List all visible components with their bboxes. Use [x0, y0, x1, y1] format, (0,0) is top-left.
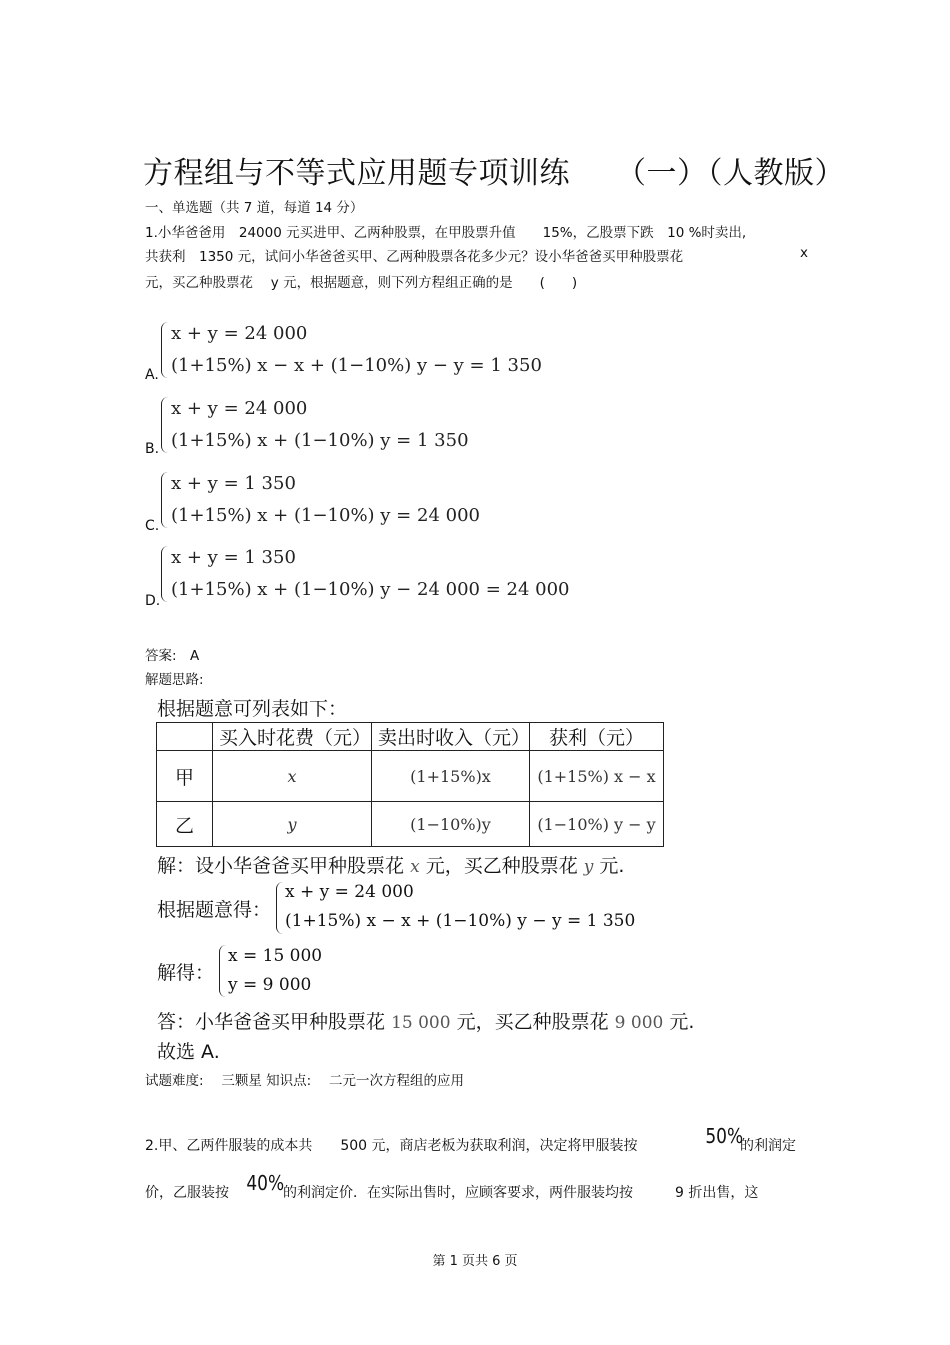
solution-by-meaning: 根据题意得： [157, 899, 272, 921]
table-cell: x [213, 751, 372, 802]
table-cell: 甲 [157, 751, 213, 802]
equation: y = 9 000 [228, 975, 312, 995]
solution-let-line [157, 851, 624, 878]
table-cell: 乙 [157, 802, 213, 847]
table-header-cell [157, 723, 213, 751]
q1-line-2-var: x [800, 245, 808, 261]
equation: (1+15%) x − x + (1−10%) y − y = 1 350 [171, 355, 542, 376]
let-y: y [583, 857, 594, 877]
table-row [157, 802, 664, 847]
table-cell: (1+15%)x [372, 751, 530, 802]
equation: x + y = 24 000 [171, 323, 308, 344]
percent-value: 40% [246, 1171, 285, 1195]
equation: (1+15%) x + (1−10%) y = 24 000 [171, 505, 480, 526]
q2-pct-2 [243, 1171, 287, 1195]
equation: (1+15%) x + (1−10%) y − 24 000 = 24 000 [171, 579, 570, 600]
q1-line-1: 1.小华爸爸用 24000 元买进甲、乙两种股票，在甲股票升值 15%，乙股票下跌 10 %时卖出, [145, 225, 747, 241]
ans-prefix: 答：小华爸爸买甲种股票花 [157, 1011, 386, 1033]
solution-choose: 故选 A. [157, 1041, 220, 1063]
table-cell: (1−10%) y − y [530, 802, 664, 847]
q2-line-1 [145, 1135, 638, 1155]
table-cell: (1−10%)y [372, 802, 530, 847]
option-label: C. [145, 518, 160, 534]
solution-intro: 根据题意可列表如下： [157, 698, 348, 720]
q2-line-1-end: 的利润定 [740, 1138, 796, 1154]
brace-icon [161, 546, 170, 602]
let-mid: 元，买乙种股票花 [425, 855, 578, 877]
meta-line: 试题难度: 三颗星 知识点: 二元一次方程组的应用 [145, 1073, 464, 1089]
equation: x + y = 1 350 [171, 547, 296, 568]
table-header-cell: 买入时花费（元） [213, 723, 372, 751]
q2-line-2-end: 的利润定价．在实际出售时，应顾客要求，两件服装均按 9 折出售，这 [283, 1185, 759, 1201]
let-prefix: 解：设小华爸爸买甲种股票花 [157, 855, 405, 877]
q1-line-2: 共获利 1350 元，试问小华爸爸买甲、乙两种股票各花多少元？设小华爸爸买甲种股票花 [145, 249, 684, 265]
brace-icon [161, 397, 170, 453]
solution-table [156, 722, 664, 847]
table-cell: y [213, 802, 372, 847]
ans-suffix: 元. [669, 1011, 695, 1033]
equation: x + y = 24 000 [285, 882, 414, 902]
equation: x + y = 1 350 [171, 473, 296, 494]
equation: (1+15%) x + (1−10%) y = 1 350 [171, 430, 469, 451]
brace-icon [219, 945, 228, 997]
page-footer: 第 1 页共 6 页 [432, 1254, 518, 1269]
analysis-label: 解题思路: [145, 672, 204, 688]
table-header-cell: 获利（元） [530, 723, 664, 751]
q2-text: 2.甲、乙两件服装的成本共 500 元，商店老板为获取利润，决定将甲服装按 [145, 1138, 638, 1154]
option-label: A. [145, 367, 159, 383]
ans-mid: 元，买乙种股票花 [456, 1011, 609, 1033]
let-x: x [410, 857, 420, 877]
q2-line-2-start: 价，乙服装按 [145, 1185, 229, 1201]
ans-x: 15 000 [391, 1013, 451, 1033]
equation: (1+15%) x − x + (1−10%) y − y = 1 350 [285, 911, 636, 931]
section-header: 一、单选题（共 7 道，每道 14 分） [145, 200, 364, 216]
brace-icon [276, 882, 285, 934]
answer-line: 答案: A [145, 648, 200, 664]
percent-value: 50% [705, 1124, 744, 1148]
document-title: 方程组与不等式应用题专项训练 （一）（人教版） [143, 156, 845, 191]
q1-line-3: 元，买乙种股票花 y 元，根据题意，则下列方程组正确的是 ( ) [145, 275, 578, 291]
let-suffix: 元. [599, 855, 625, 877]
table-header-row [157, 723, 664, 751]
brace-icon [161, 322, 170, 378]
equation: x = 15 000 [228, 946, 323, 966]
table-cell: (1+15%) x − x [530, 751, 664, 802]
option-label: B. [145, 441, 160, 457]
solution-solved-label: 解得： [157, 962, 215, 984]
equation: x + y = 24 000 [171, 398, 308, 419]
brace-icon [161, 472, 170, 528]
option-label: D. [145, 593, 161, 609]
ans-y: 9 000 [614, 1013, 664, 1033]
table-row [157, 751, 664, 802]
table-header-cell: 卖出时收入（元） [372, 723, 530, 751]
solution-answer-line [157, 1007, 694, 1034]
